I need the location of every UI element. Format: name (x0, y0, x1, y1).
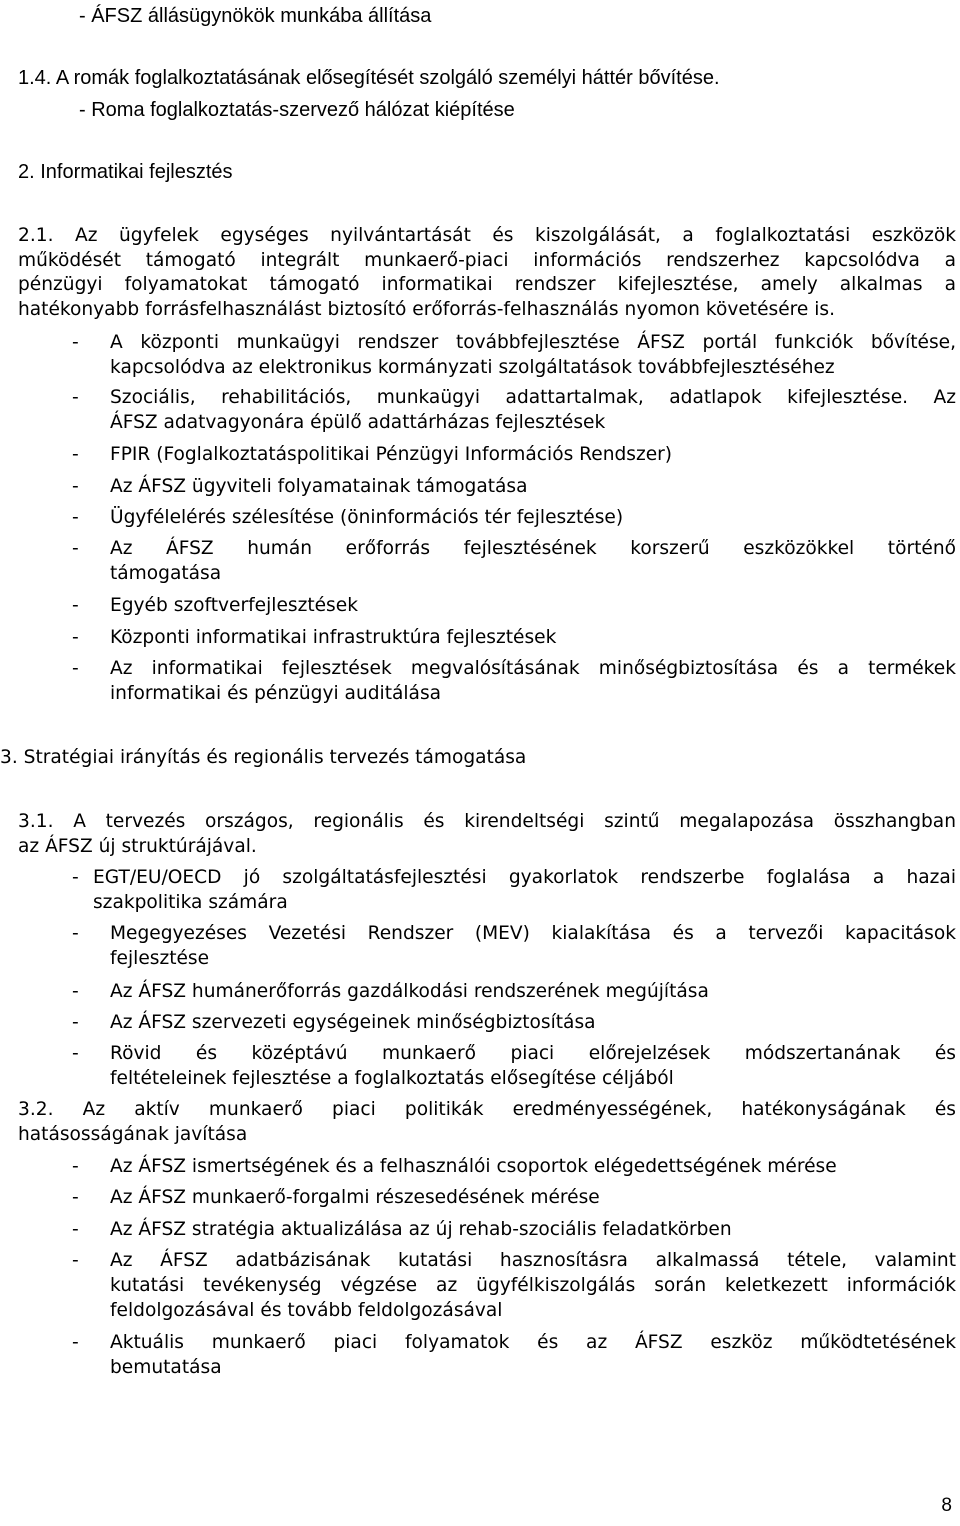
list-dash: - (72, 1219, 79, 1240)
list-dash: - (72, 1187, 79, 1208)
list-item-line: kapcsolódva az elektronikus kormányzati szolgáltatások továbbfejlesztéséhez (110, 357, 835, 378)
heading-3: 3. Stratégiai irányítás és regionális tervezés támogatása (0, 747, 527, 768)
list-item-line: ÁFSZ adatvagyonára épülő adattárházas fejlesztések (110, 412, 606, 433)
page-number: 8 (941, 1495, 952, 1516)
list-dash: - (72, 538, 79, 559)
list-item-line: Aktuális munkaerő piaci folyamatok és az ÁFSZ eszköz működtetésének (110, 1332, 956, 1353)
paragraph-line: pénzügyi folyamatokat támogató informatikai rendszer kifejlesztése, amely alkalmas a (18, 274, 956, 296)
list-dash: - (72, 444, 79, 465)
list-item-line: kutatási tevékenység végzése az ügyfélkiszolgálás során keletkezett információk (110, 1275, 956, 1296)
list-item-line: A központi munkaügyi rendszer továbbfejlesztése ÁFSZ portál funkciók bővítése, (110, 332, 956, 353)
list-dash: - (72, 627, 79, 648)
list-item-line: Rövid és középtávú munkaerő piaci előrejelzések módszertanának és (110, 1043, 956, 1064)
list-item-line: Az ÁFSZ szervezeti egységeinek minőségbiztosítása (110, 1012, 596, 1033)
list-item-line: Szociális, rehabilitációs, munkaügyi adattartalmak, adatlapok kifejlesztése. Az (110, 387, 956, 408)
list-dash: - (72, 332, 79, 353)
list-item-line: Az ÁFSZ stratégia aktualizálása az új rehab-szociális feladatkörben (110, 1219, 732, 1240)
list-item-line: fejlesztése (110, 948, 210, 969)
list-item-line: Az informatikai fejlesztések megvalósításának minőségbiztosítása és a termékek (110, 658, 956, 679)
paragraph-line: 3.1. A tervezés országos, regionális és kirendeltségi szintű megalapozása összhangban (18, 811, 956, 832)
list-item-line: FPIR (Foglalkoztatáspolitikai Pénzügyi Információs Rendszer) (110, 444, 673, 465)
list-item-line: Az ÁFSZ adatbázisának kutatási hasznosításra alkalmassá tétele, valamint (110, 1250, 956, 1271)
bullet-afsz-agents: - ÁFSZ állásügynökök munkába állítása (79, 5, 432, 27)
list-dash: - (72, 1156, 79, 1177)
list-dash: - (72, 923, 79, 944)
list-item-line: Központi informatikai infrastruktúra fejlesztések (110, 627, 557, 648)
paragraph-line: működését támogató integrált munkaerő-piaci információs rendszerhez kapcsolódva a (18, 249, 956, 271)
list-dash: - (72, 1250, 79, 1271)
list-item-line: Az ÁFSZ ügyviteli folyamatainak támogatása (110, 476, 528, 497)
list-item-line: Az ÁFSZ humánerőforrás gazdálkodási rendszerének megújítása (110, 981, 709, 1002)
paragraph-line: az ÁFSZ új struktúrájával. (18, 835, 257, 857)
list-dash: - (72, 658, 79, 679)
list-item-line: informatikai és pénzügyi auditálása (110, 683, 442, 704)
list-dash: - (72, 507, 79, 528)
list-item-line: Megegyezéses Vezetési Rendszer (MEV) kialakítása és a tervezői kapacitások (110, 923, 956, 944)
list-dash: - (72, 476, 79, 497)
list-item-line: szakpolitika számára (93, 892, 288, 913)
list-item-line: Ügyfélelérés szélesítése (öninformációs tér fejlesztése) (110, 507, 624, 528)
paragraph-line: 2.1. Az ügyfelek egységes nyilvántartását és kiszolgálását, a foglalkoztatási eszközök (18, 225, 956, 246)
paragraph-line: 3.2. Az aktív munkaerő piaci politikák eredményességének, hatékonyságának és (18, 1099, 956, 1120)
list-item-line: bemutatása (110, 1357, 222, 1378)
list-dash: - (72, 387, 79, 408)
list-dash: - (72, 1332, 79, 1353)
paragraph-line: hatékonyabb forrásfelhasználást biztosító erőforrás-felhasználás nyomon követésére is. (18, 298, 836, 320)
list-item-line: Az ÁFSZ munkaerő-forgalmi részesedésének mérése (110, 1187, 600, 1208)
list-item-line: Egyéb szoftverfejlesztések (110, 595, 358, 616)
heading-1-4: 1.4. A romák foglalkoztatásának elősegítését szolgáló személyi háttér bővítése. (18, 67, 720, 89)
list-item-line: Az ÁFSZ ismertségének és a felhasználói csoportok elégedettségének mérése (110, 1156, 837, 1177)
list-dash: - (72, 981, 79, 1002)
list-dash: - (72, 867, 79, 888)
paragraph-line: hatásosságának javítása (18, 1123, 248, 1145)
list-item-line: feltételeinek fejlesztése a foglalkoztatás elősegítése céljából (110, 1068, 674, 1089)
list-item-line: Az ÁFSZ humán erőforrás fejlesztésének korszerű eszközökkel történő (110, 538, 956, 559)
list-dash: - (72, 595, 79, 616)
list-item-line: EGT/EU/OECD jó szolgáltatásfejlesztési gyakorlatok rendszerbe foglalása a hazai (93, 867, 956, 888)
bullet-roma-network: - Roma foglalkoztatás-szervező hálózat kiépítése (79, 99, 515, 121)
list-item-line: támogatása (110, 563, 222, 584)
heading-2: 2. Informatikai fejlesztés (18, 161, 233, 183)
list-item-line: feldolgozásával és tovább feldolgozásával (110, 1300, 503, 1321)
list-dash: - (72, 1043, 79, 1064)
list-dash: - (72, 1012, 79, 1033)
